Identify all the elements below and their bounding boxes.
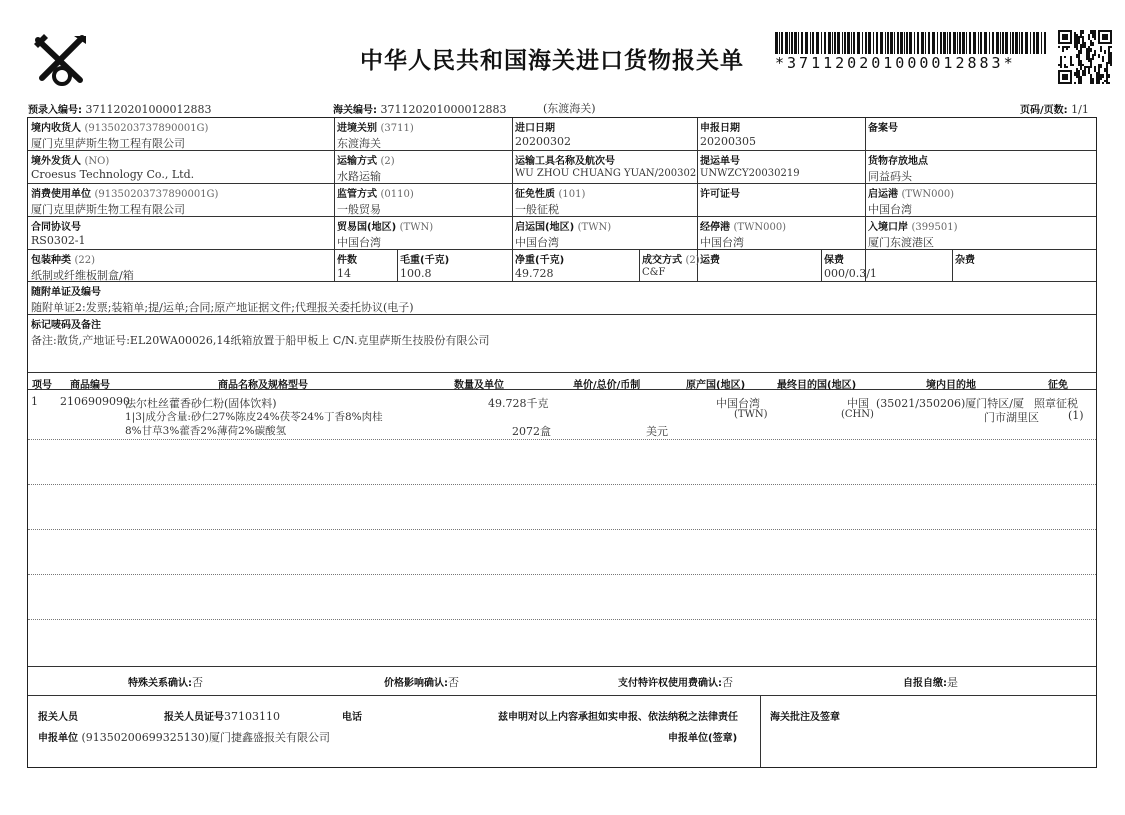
gross-weight-cell: 毛重(千克) 100.8 <box>400 255 450 280</box>
license-cell: 许可证号 <box>700 189 740 200</box>
consignee-cell: 境内收货人 (91350203737890001G) 厦门克里萨斯生物工程有限公司 <box>31 123 209 150</box>
origin-country-cell: 启运国(地区) (TWN) 中国台湾 <box>515 222 612 249</box>
customs-office: (东渡海关) <box>543 102 596 115</box>
customs-remark-label: 海关批注及签章 <box>770 712 840 723</box>
freight-cell: 运费 <box>700 255 720 266</box>
page-label: 页码/页数: <box>1020 105 1068 116</box>
price-influence-confirm: 价格影响确认:否 <box>384 676 459 689</box>
supervision-cell: 监管方式 (0110) 一般贸易 <box>337 189 414 216</box>
levy-nature-cell: 征免性质 (101) 一般征税 <box>515 189 586 216</box>
declaration-statement: 兹申明对以上内容承担如实申报、依法纳税之法律责任 <box>498 712 738 723</box>
entry-port-cell: 入境口岸 (399501) 厦门东渡港区 <box>868 222 958 249</box>
declarant-seal-label: 申报单位(签章) <box>668 733 738 744</box>
customs-no-label: 海关编号: <box>333 105 377 116</box>
goods-header-price: 单价/总价/币制 <box>573 380 641 391</box>
insurance-cell: 保费 000/0.3/1 <box>824 255 877 280</box>
trade-country-cell: 贸易国(地区) (TWN) 中国台湾 <box>337 222 434 249</box>
transit-port-cell: 经停港 (TWN000) 中国台湾 <box>700 222 787 249</box>
goods-header-domestic: 境内目的地 <box>926 380 976 391</box>
transport-mode-cell: 运输方式 (2) 水路运输 <box>337 156 395 183</box>
customs-number: 371120201000012883 <box>380 103 507 116</box>
declare-date-cell: 申报日期 20200305 <box>700 123 756 148</box>
goods-header-levy: 征免 <box>1048 380 1068 391</box>
attached-docs-cell: 随附单证及编号 随附单证2:发票;装箱单;提/运单;合同;原产地证据文件;代理报关委托协议(电子) <box>31 287 414 314</box>
goods-header-qty: 数量及单位 <box>454 380 504 391</box>
phone-label: 电话 <box>342 712 362 723</box>
royalty-confirm: 支付特许权使用费确认:否 <box>618 676 733 689</box>
consignee-value: 厦门克里萨斯生物工程有限公司 <box>31 137 185 150</box>
pre-entry-number: 371120201000012883 <box>85 103 212 116</box>
goods-header-hs-code: 商品编号 <box>70 380 110 391</box>
contract-cell: 合同协议号 RS0302-1 <box>31 222 86 247</box>
departure-port-cell: 启运港 (TWN000) 中国台湾 <box>868 189 955 216</box>
bl-no-cell: 提运单号 UNWZCY20030219 <box>700 156 800 179</box>
special-relation-confirm: 特殊关系确认:否 <box>128 676 203 689</box>
table-row: 1 2106909090 法尔杜丝藿香砂仁粉(固体饮料) 1|3|成分含量:砂仁27%陈皮24%茯苓24%丁香8%肉桂 8%甘草3%藿香2%薄荷2%碳酸氢 49.728千克 2072盒 美元 中国台湾 (TWN) 中国 (CHN) (35021/350206)厦门特区/厦 门市湖里区 照章征税 (1) <box>31 395 1084 438</box>
entry-customs-cell: 进境关别 (3711) 东渡海关 <box>337 123 414 150</box>
goods-header-dest: 最终目的国(地区) <box>777 380 857 391</box>
page-value: 1/1 <box>1071 103 1089 116</box>
declarant-unit: 申报单位 (91350200699325130)厦门捷鑫盛报关有限公司 <box>38 731 331 744</box>
marks-cell: 标记唛码及备注 备注:散货,产地证号:EL20WA00026,14纸箱放置于船甲板上 C/N.克里萨斯生技股份有限公司 <box>31 320 490 347</box>
broker-label: 报关人员 <box>38 712 78 723</box>
consumer-cell: 消费使用单位 (91350203737890001G) 厦门克里萨斯生物工程有限公司 <box>31 189 219 216</box>
storage-cell: 货物存放地点 同益码头 <box>868 156 928 183</box>
net-weight-cell: 净重(千克) 49.728 <box>515 255 565 280</box>
pieces-cell: 件数 14 <box>337 255 357 280</box>
pre-entry-label: 预录入编号: <box>28 105 82 116</box>
goods-header-origin: 原产国(地区) <box>686 380 746 391</box>
consignor-cell: 境外发货人 (NO) Croesus Technology Co., Ltd. <box>31 156 195 181</box>
form-title: 中华人民共和国海关进口货物报关单 <box>360 48 744 74</box>
vessel-cell: 运输工具名称及航次号 WU ZHOU CHUANG YUAN/200302 <box>515 156 697 179</box>
packaging-cell: 包装种类 (22) 纸制或纤维板制盒/箱 <box>31 255 134 282</box>
goods-header-name: 商品名称及规格型号 <box>218 380 308 391</box>
goods-header-item-no: 项号 <box>32 380 52 391</box>
self-pay-confirm: 自报自缴:是 <box>903 676 958 689</box>
record-no-cell: 备案号 <box>868 123 898 134</box>
deal-mode-cell: 成交方式 (2) C&F <box>642 255 700 278</box>
import-date-cell: 进口日期 20200302 <box>515 123 571 148</box>
qr-code-icon <box>1058 30 1112 84</box>
declaration-form <box>27 117 1097 768</box>
broker-cert: 报关人员证号37103110 <box>164 710 280 723</box>
misc-fee-cell: 杂费 <box>955 255 975 266</box>
customs-emblem-icon <box>30 30 90 92</box>
barcode-text: *371120201000012883* <box>775 54 1016 72</box>
